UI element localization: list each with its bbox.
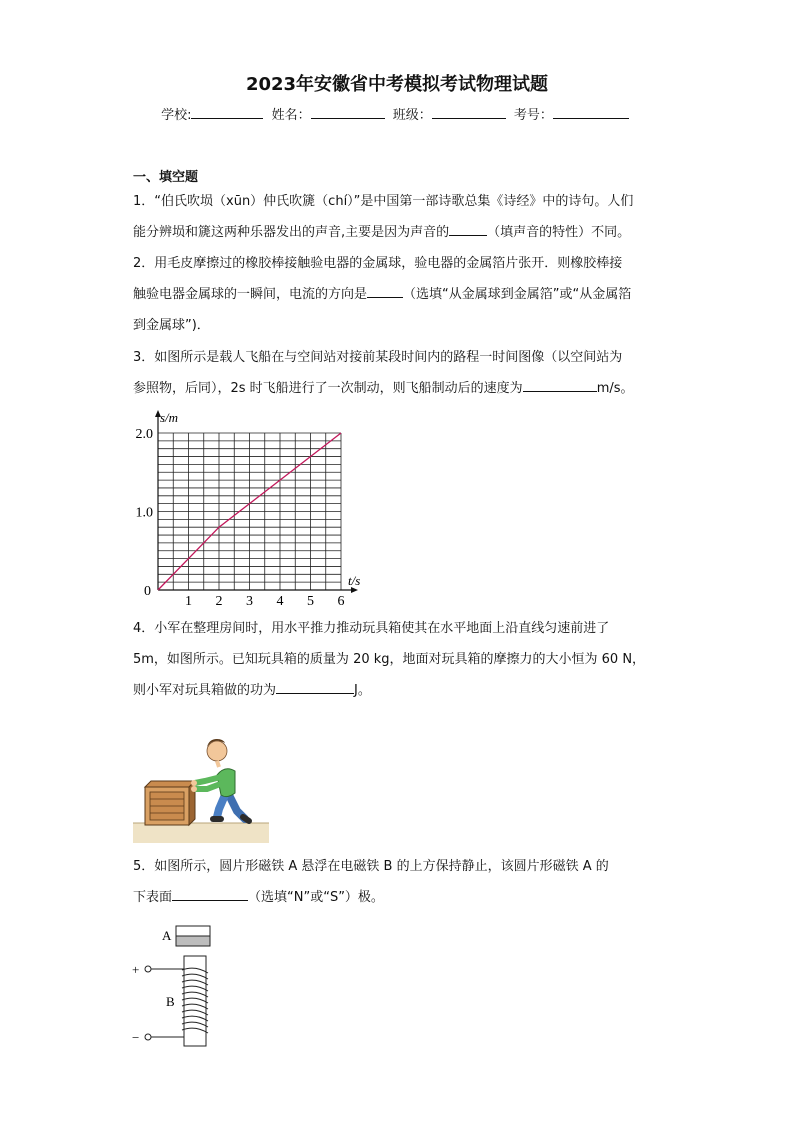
class-blank[interactable] [432, 105, 506, 119]
question-text: 则小军对玩具箱做的功为 [133, 683, 277, 698]
plus-terminal-label: + [132, 962, 140, 977]
exam-number-blank[interactable] [553, 105, 629, 119]
question-text: 参照物，后同），2s 时飞船进行了一次制动，则飞船制动后的速度为 [133, 381, 523, 396]
boy-figure [191, 739, 249, 821]
boy-pushing-box-illustration [133, 735, 273, 845]
class-label: 班级： [392, 108, 432, 123]
x-tick-label: 2 [215, 594, 223, 609]
chart-axes [155, 410, 361, 593]
electromagnet-b-label: B [166, 994, 175, 1009]
magnet-a-label: A [162, 928, 172, 943]
question-text: J。 [354, 683, 371, 698]
section-title: 一、填空题 [133, 170, 199, 185]
y-axis-label: s/m [160, 410, 179, 425]
question-4 [133, 613, 663, 706]
question-text: 能分辨埙和篪这两种乐器发出的声音,主要是因为声音的 [133, 225, 450, 240]
question-text: 5．如图所示，圆片形磁铁 A 悬浮在电磁铁 B 的上方保持静止，该圆片形磁铁 A 的 [133, 859, 609, 874]
question-text: 触验电器金属球的一瞬间，电流的方向是 [133, 287, 368, 302]
x-tick-label: 4 [276, 594, 284, 609]
minus-terminal [145, 1034, 151, 1040]
x-tick-label: 1 [185, 594, 192, 609]
question-2 [133, 248, 663, 341]
question-3 [133, 342, 663, 404]
question-text: 1．“伯氏吹埙（xūn）仲氏吹篪（chí）”是中国第一部诗歌总集《诗经》中的诗句。人们 [133, 194, 634, 209]
question-text: （选填“从金属球到金属箔”或“从金属箔 [403, 287, 632, 302]
toy-box-image [145, 781, 195, 825]
plus-terminal [145, 966, 151, 972]
name-blank[interactable] [311, 105, 385, 119]
school-label: 学校: [161, 108, 192, 123]
question-5 [133, 851, 663, 913]
chart-grid [158, 433, 341, 590]
question-text: 到金属球”)． [133, 318, 210, 333]
name-label: 姓名： [271, 108, 311, 123]
x-tick-label: 5 [307, 594, 314, 609]
electromagnet-b [182, 956, 208, 1046]
answer-blank[interactable] [172, 886, 248, 901]
question-text: （填声音的特性）不同。 [487, 225, 631, 240]
y-tick-label: 0 [144, 584, 151, 599]
x-axis-label: t/s [348, 573, 361, 588]
student-info-line [0, 104, 794, 123]
exam-number-label: 考号： [513, 108, 553, 123]
question-text: 3．如图所示是载人飞船在与空间站对接前某段时间内的路程一时间图像（以空间站为 [133, 350, 623, 365]
electromagnet-figure [128, 918, 248, 1054]
minus-terminal-label: − [132, 1030, 140, 1045]
answer-blank[interactable] [523, 377, 597, 392]
x-tick-label: 3 [246, 594, 253, 609]
question-text: 5m，如图所示。已知玩具箱的质量为 20 kg，地面对玩具箱的摩擦力的大小恒为 60 N， [133, 652, 646, 667]
question-text: 2．用毛皮摩擦过的橡胶棒接触验电器的金属球，验电器的金属箔片张开．则橡胶棒接 [133, 256, 623, 271]
answer-blank[interactable] [276, 679, 354, 694]
question-text: （选填“N”或“S”）极。 [248, 890, 384, 905]
exam-title: 2023年安徽省中考模拟考试物理试题 [245, 74, 549, 95]
y-tick-label: 1.0 [135, 505, 153, 521]
x-tick-label: 6 [337, 594, 345, 609]
s-t-graph [128, 404, 368, 616]
answer-blank[interactable] [449, 221, 487, 236]
y-tick-label: 2.0 [135, 427, 153, 442]
question-text: 4．小军在整理房间时，用水平推力推动玩具箱使其在水平地面上沿直线匀速前进了 [133, 621, 610, 636]
magnet-a [176, 926, 210, 946]
answer-blank[interactable] [367, 283, 403, 298]
question-text: 下表面 [133, 890, 173, 905]
question-1 [133, 186, 663, 248]
question-text: m/s。 [596, 381, 634, 396]
school-blank[interactable] [191, 105, 263, 119]
